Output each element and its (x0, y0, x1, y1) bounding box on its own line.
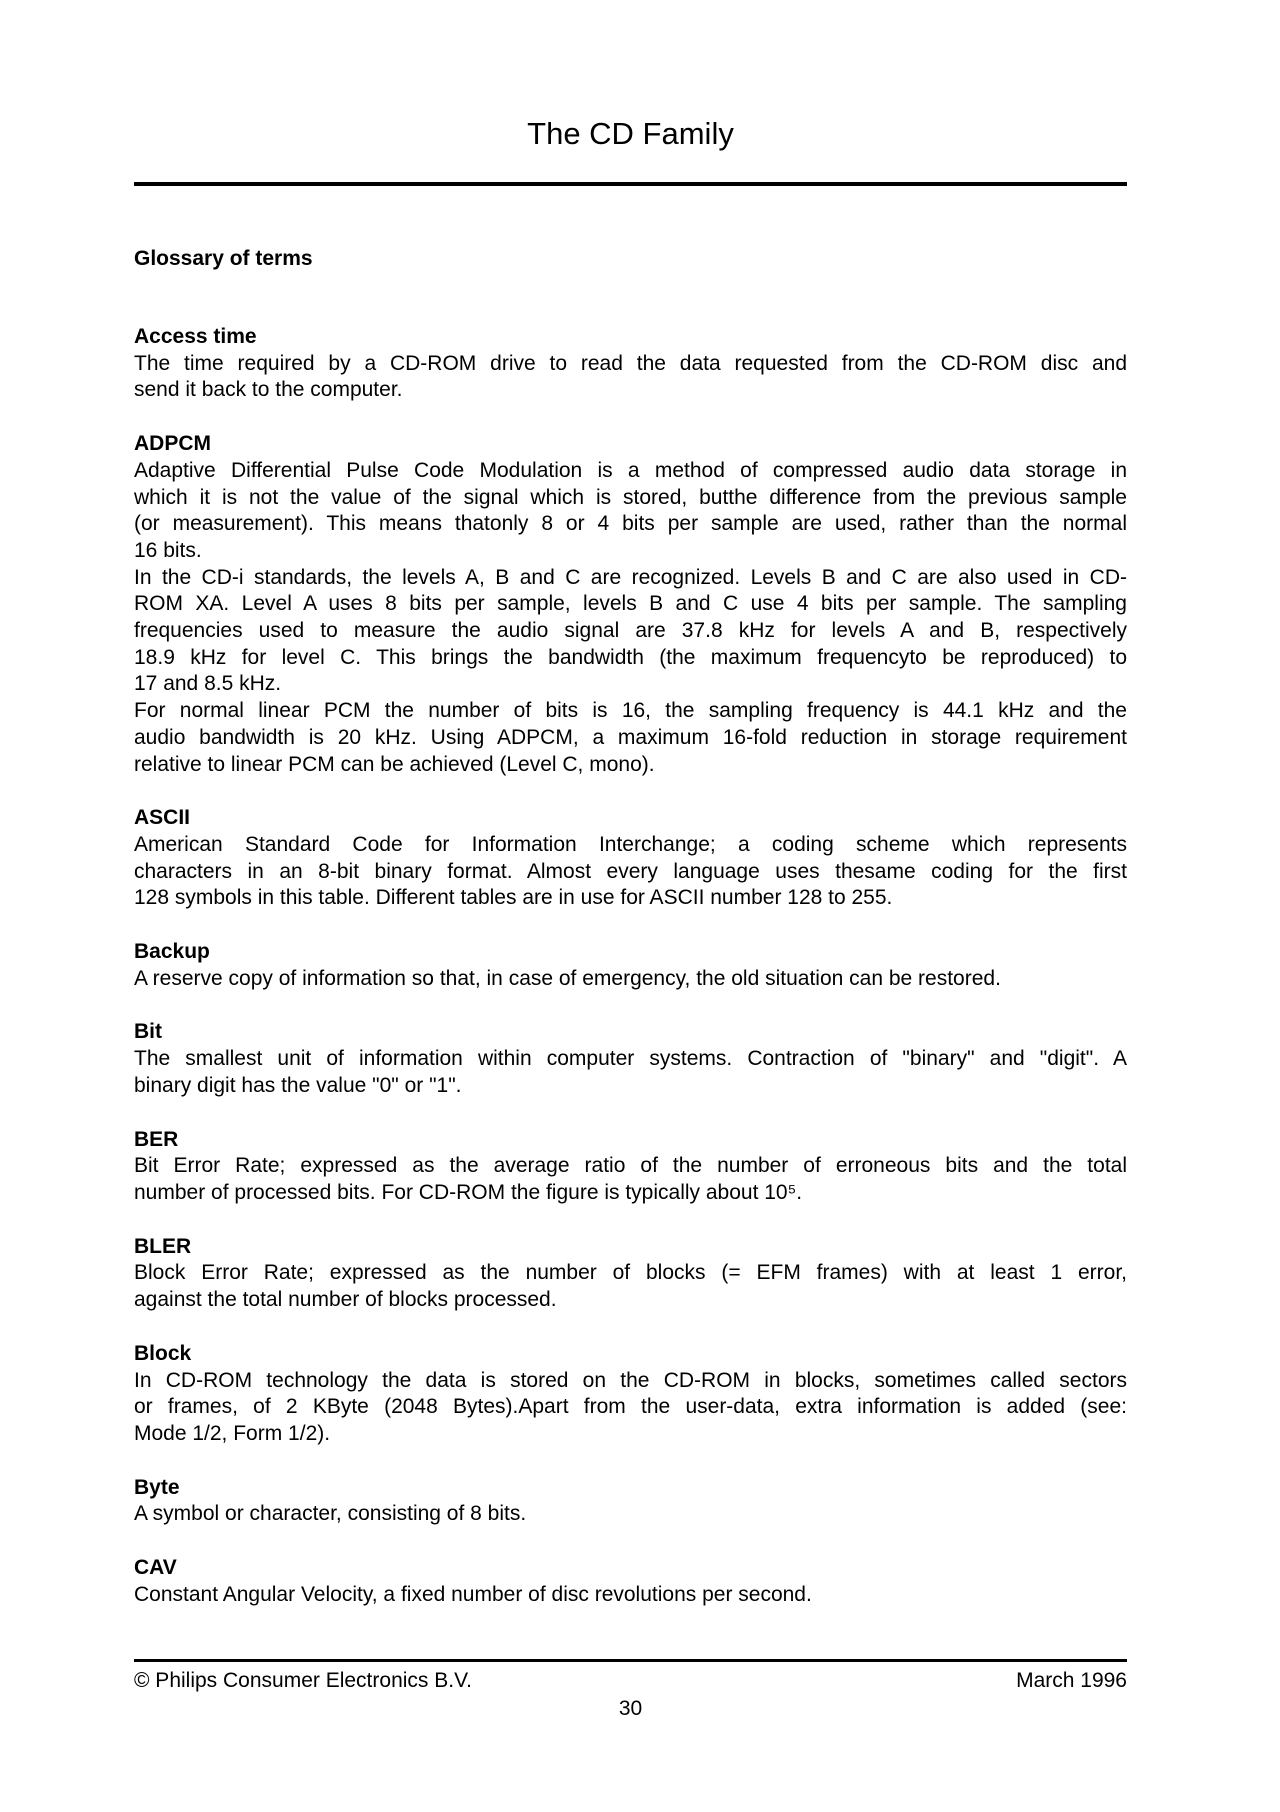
glossary-paragraph (134, 1153, 1127, 1206)
glossary-paragraph (134, 698, 1127, 778)
glossary-line: or frames, of 2 KByte (2048 Bytes).Apart from the user-data, extra information is added (see: (134, 1395, 1127, 1419)
glossary-line: Constant Angular Velocity, a fixed number of disc revolutions per second. (134, 1582, 812, 1606)
footer-rule (134, 1659, 1127, 1662)
glossary-paragraph (134, 1260, 1127, 1313)
glossary-line: Mode 1/2, Form 1/2). (134, 1421, 331, 1445)
glossary-line: 17 and 8.5 kHz. (134, 672, 282, 696)
glossary-term: Byte (134, 1475, 180, 1499)
glossary-term: ASCII (134, 806, 191, 830)
footer-date: March 1996 (1016, 1669, 1127, 1692)
page-number: 30 (618, 1697, 643, 1720)
glossary-paragraph (134, 1582, 1127, 1609)
glossary-term: Bit (134, 1020, 162, 1044)
glossary-line: ROM XA. Level A uses 8 bits per sample, levels B and C use 4 bits per sample. The sampling (134, 592, 1127, 616)
glossary-paragraph (134, 565, 1127, 699)
glossary-line: Adaptive Differential Pulse Code Modulation is a method of compressed audio data storage in (134, 458, 1127, 482)
glossary-entry (134, 1555, 1127, 1608)
glossary-entry (134, 1475, 1127, 1528)
glossary-entry (134, 805, 1127, 912)
glossary-line: 128 symbols in this table. Different tables are in use for ASCII number 128 to 255. (134, 886, 893, 910)
header-rule (134, 182, 1127, 186)
glossary-line: 18.9 kHz for level C. This brings the bandwidth (the maximum frequencyto be reproduced) to (134, 645, 1127, 669)
glossary-paragraph (134, 1046, 1127, 1099)
glossary-list (134, 324, 1127, 1608)
footer-line (134, 1668, 1127, 1694)
glossary-line: 16 bits. (134, 538, 202, 562)
glossary-entry (134, 324, 1127, 404)
glossary-line: American Standard Code for Information Interchange; a coding scheme which represents (134, 832, 1127, 856)
glossary-line: characters in an 8-bit binary format. Almost every language uses thesame coding for the first (134, 859, 1127, 883)
glossary-entry (134, 1234, 1127, 1314)
glossary-entry (134, 939, 1127, 992)
glossary-paragraph (134, 832, 1127, 912)
glossary-term: Backup (134, 940, 210, 964)
glossary-line: Block Error Rate; expressed as the number of blocks (= EFM frames) with at least 1 error, (134, 1261, 1127, 1285)
footer-copyright: © Philips Consumer Electronics B.V. (134, 1669, 472, 1692)
glossary-line: A reserve copy of information so that, in case of emergency, the old situation can be restored. (134, 966, 1001, 990)
glossary-entry (134, 431, 1127, 778)
glossary-heading: Glossary of terms (134, 247, 313, 270)
glossary-paragraph (134, 966, 1127, 993)
glossary-line: which it is not the value of the signal which is stored, butthe difference from the previous sample (134, 485, 1127, 509)
glossary-line: For normal linear PCM the number of bits is 16, the sampling frequency is 44.1 kHz and the (134, 699, 1127, 723)
glossary-term: ADPCM (134, 432, 211, 456)
glossary-line: binary digit has the value "0" or "1". (134, 1073, 462, 1097)
glossary-entry (134, 1019, 1127, 1099)
glossary-paragraph (134, 1501, 1127, 1528)
page-title: The CD Family (527, 116, 734, 151)
glossary-paragraph (134, 458, 1127, 565)
glossary-entry (134, 1341, 1127, 1448)
document-content (134, 0, 1127, 1608)
glossary-line: In CD-ROM technology the data is stored on the CD-ROM in blocks, sometimes called sectors (134, 1368, 1127, 1392)
glossary-line: frequencies used to measure the audio signal are 37.8 kHz for levels A and B, respectively (134, 619, 1127, 643)
glossary-entry (134, 1127, 1127, 1207)
glossary-line: relative to linear PCM can be achieved (Level C, mono). (134, 752, 655, 776)
glossary-line: Bit Error Rate; expressed as the average ratio of the number of erroneous bits and the total (134, 1154, 1127, 1178)
glossary-line: send it back to the computer. (134, 378, 403, 402)
glossary-term: CAV (134, 1556, 177, 1580)
glossary-line: (or measurement). This means thatonly 8 or 4 bits per sample are used, rather than the normal (134, 512, 1127, 536)
glossary-line: number of processed bits. For CD-ROM the figure is typically about 10⁵. (134, 1180, 803, 1204)
glossary-line: audio bandwidth is 20 kHz. Using ADPCM, a maximum 16-fold reduction in storage requirement (134, 725, 1127, 749)
glossary-line: A symbol or character, consisting of 8 bits. (134, 1502, 527, 1526)
glossary-paragraph (134, 351, 1127, 404)
glossary-line: The time required by a CD-ROM drive to read the data requested from the CD-ROM disc and (134, 351, 1127, 375)
glossary-term: BLER (134, 1234, 192, 1258)
glossary-paragraph (134, 1368, 1127, 1448)
glossary-line: In the CD-i standards, the levels A, B and C are recognized. Levels B and C are also used in CD- (134, 565, 1127, 589)
page-footer (134, 1659, 1127, 1722)
glossary-term: Access time (134, 325, 257, 348)
glossary-term: BER (134, 1127, 179, 1151)
glossary-line: The smallest unit of information within computer systems. Contraction of "binary" and "digit". A (134, 1047, 1127, 1071)
glossary-line: against the total number of blocks processed. (134, 1288, 557, 1312)
glossary-term: Block (134, 1341, 192, 1365)
